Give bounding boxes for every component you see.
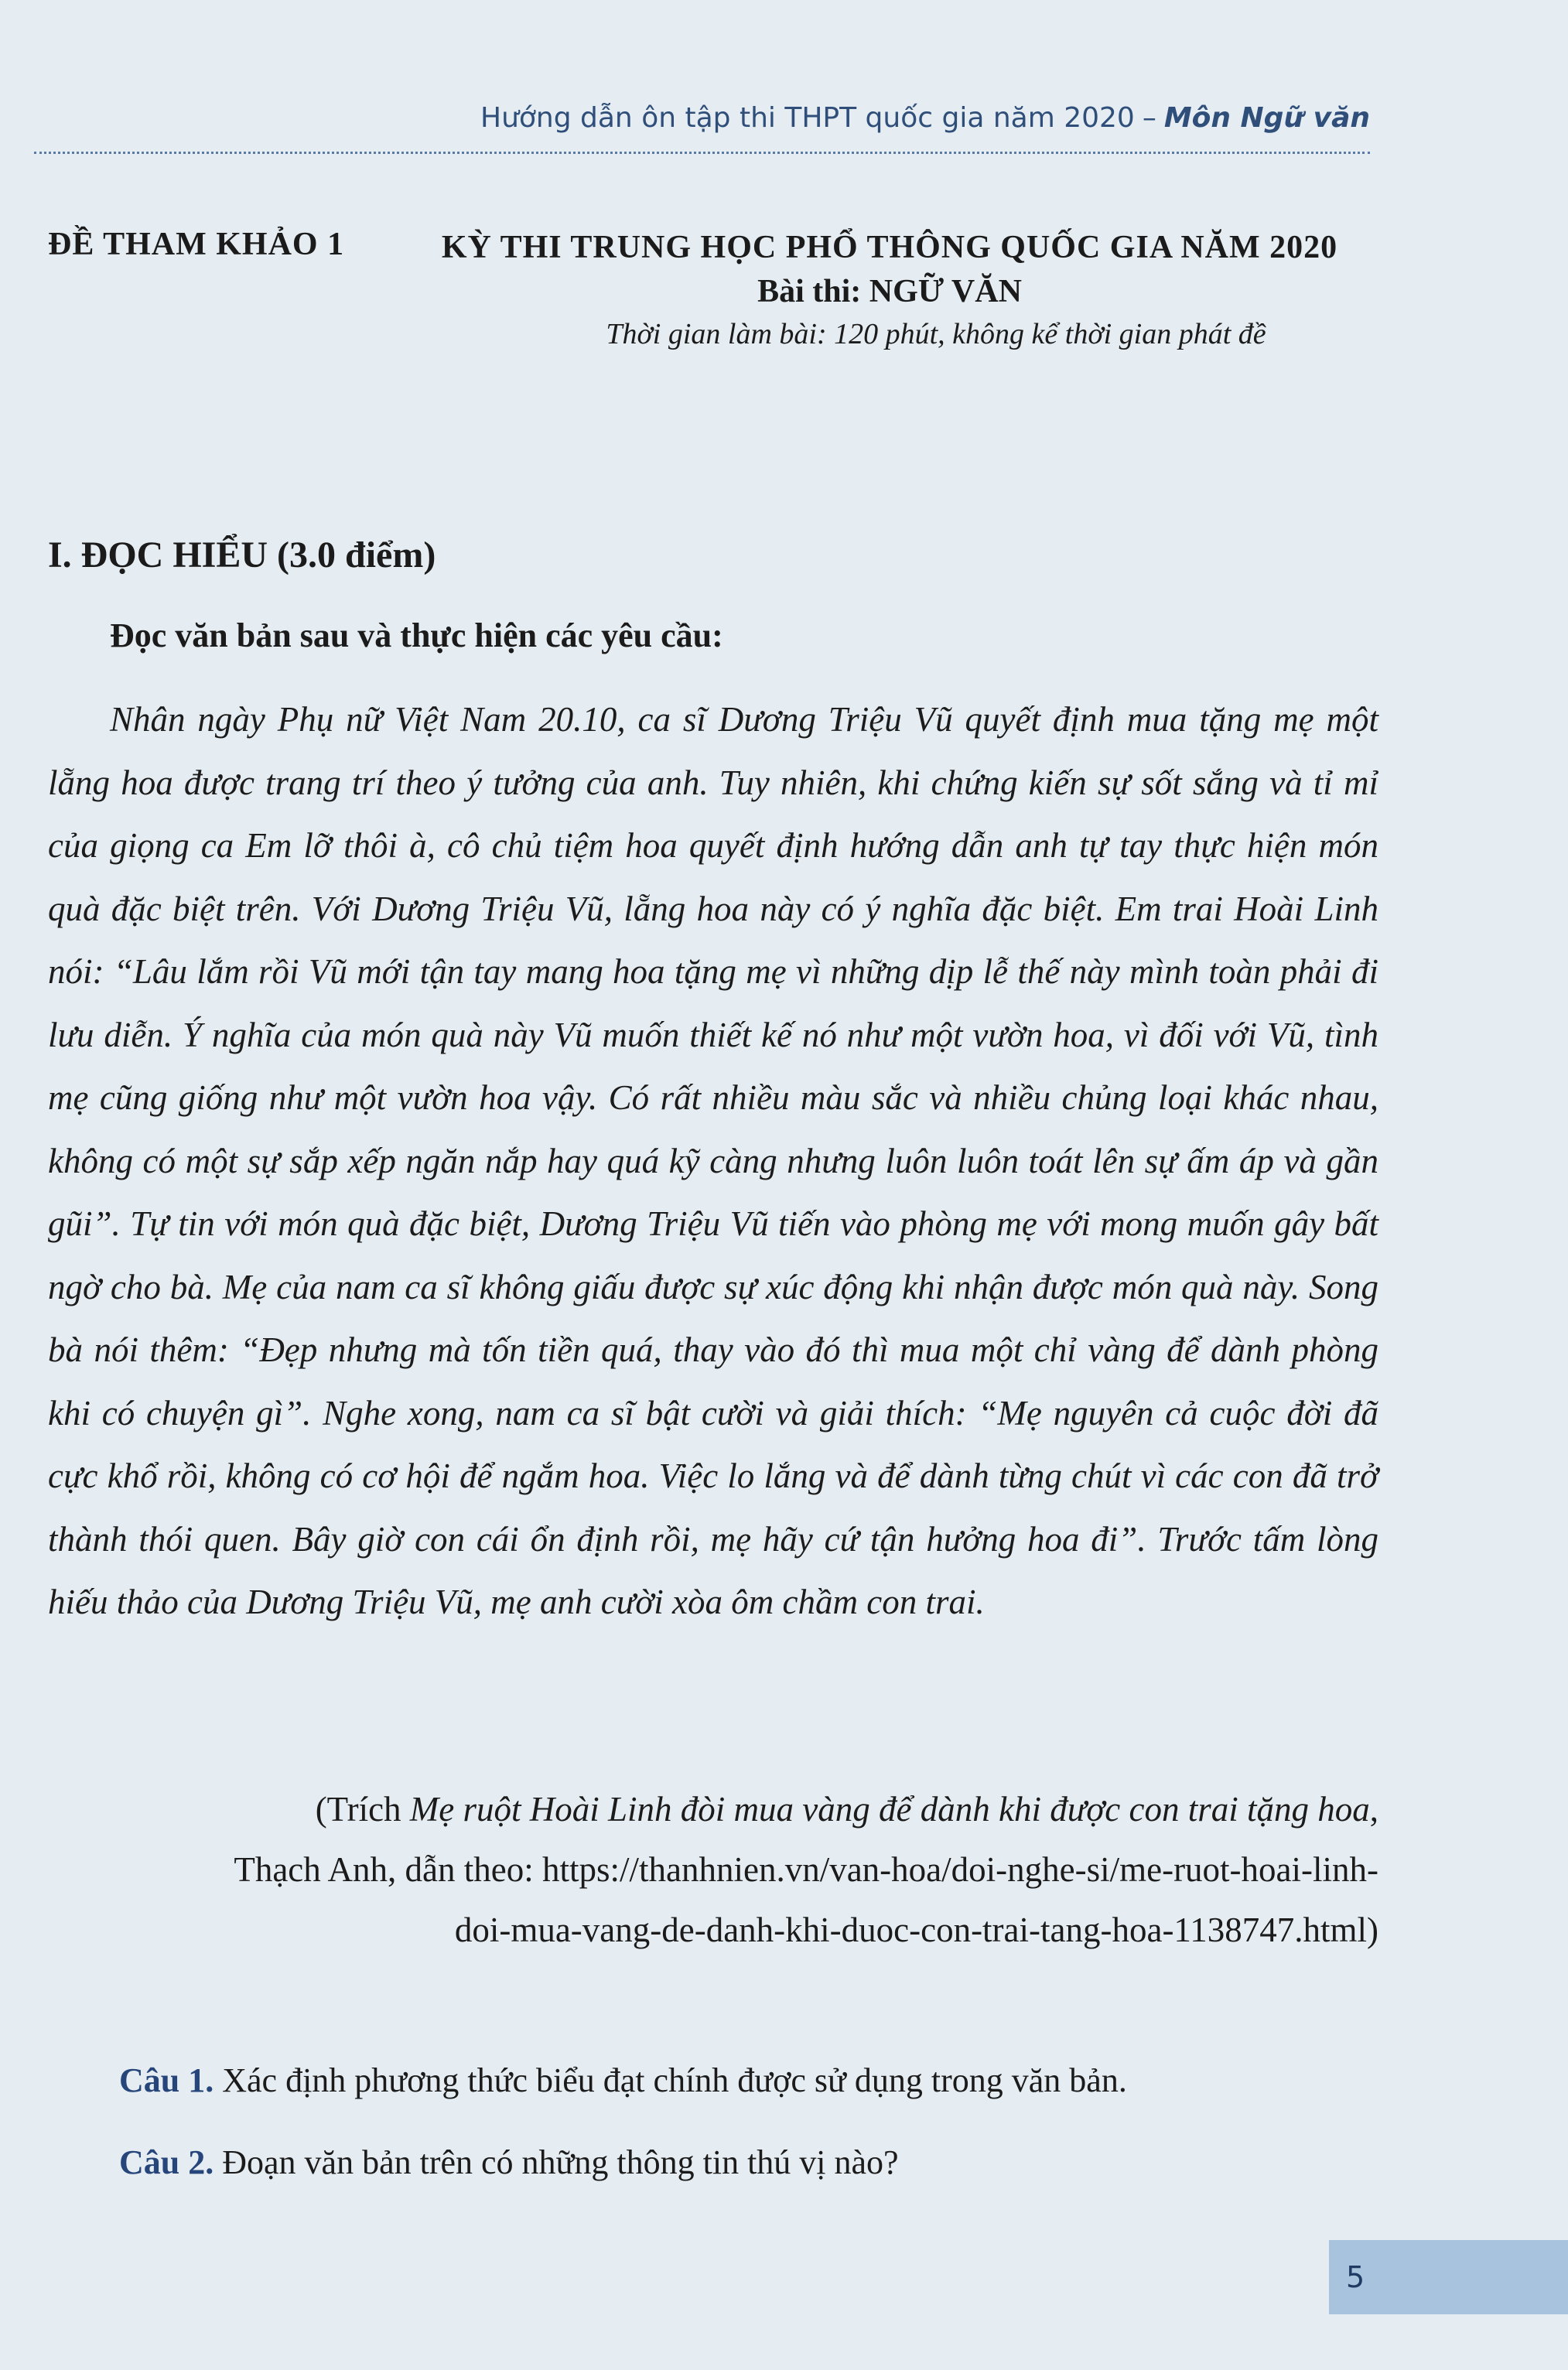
running-header — [34, 102, 1370, 134]
page-number: 5 — [1329, 2240, 1568, 2314]
question-1-text: Xác định phương thức biểu đạt chính được sử dụng trong văn bản. — [214, 2061, 1127, 2099]
question-2 — [119, 2143, 899, 2182]
question-1-label: Câu 1. — [119, 2061, 214, 2099]
running-header-subject: Môn Ngữ văn — [1163, 102, 1370, 134]
running-header-title: Hướng dẫn ôn tập thi THPT quốc gia năm 2020 — [480, 102, 1135, 134]
citation-line3: doi-mua-vang-de-danh-khi-duoc-con-trai-tang-hoa-1138747.html) — [454, 1911, 1378, 1949]
question-2-label: Câu 2. — [119, 2143, 214, 2181]
question-2-text: Đoạn văn bản trên có những thông tin thú vị nào? — [214, 2143, 899, 2181]
section-instruction: Đọc văn bản sau và thực hiện các yêu cầu: — [110, 616, 723, 654]
exam-heading — [418, 226, 1361, 354]
exam-title: KỲ THI TRUNG HỌC PHỔ THÔNG QUỐC GIA NĂM 2020 — [441, 230, 1338, 265]
header-divider — [34, 152, 1370, 154]
exam-time: Thời gian làm bài: 120 phút, không kể thời gian phát đề — [606, 318, 1266, 350]
question-1 — [119, 2061, 1127, 2100]
citation-source-title: Mẹ ruột Hoài Linh đòi mua vàng để dành khi được con trai tặng hoa — [409, 1790, 1370, 1829]
section-heading: I. ĐỌC HIỂU (3.0 điểm) — [48, 534, 436, 575]
citation-open: (Trích — [315, 1790, 410, 1829]
citation-line1-end: , — [1369, 1790, 1378, 1829]
citation-line2: Thạch Anh, dẫn theo: https://thanhnien.vn/van-hoa/doi-nghe-si/me-ruot-hoai-linh- — [234, 1850, 1378, 1889]
running-header-separator: – — [1142, 102, 1156, 134]
exam-subject: Bài thi: NGỮ VĂN — [757, 274, 1022, 309]
citation — [48, 1779, 1378, 1960]
exam-id: ĐỀ THAM KHẢO 1 — [48, 227, 345, 262]
reading-passage: Nhân ngày Phụ nữ Việt Nam 20.10, ca sĩ Dương Triệu Vũ quyết định mua tặng mẹ một lẵng hoa được trang trí theo ý tưởng của anh. Tuy nhiên, khi chứng kiến sự sốt sắng và tỉ mỉ của giọng ca Em lỡ thôi à, cô chủ tiệm hoa quyết định hướng dẫn anh tự tay thực hiện món quà đặc biệt trên. Với Dương Triệu Vũ, lẵng hoa này có ý nghĩa đặc biệt. Em trai Hoài Linh nói: “Lâu lắm rồi Vũ mới tận tay mang hoa tặng mẹ vì những dịp lễ thế này mình toàn phải đi lưu diễn. Ý nghĩa của món quà này Vũ muốn thiết kế nó như một vườn hoa, vì đối với Vũ, tình mẹ cũng giống như một vườn hoa vậy. Có rất nhiều màu sắc và nhiều chủng loại khác nhau, không có một sự sắp xếp ngăn nắp hay quá kỹ càng nhưng luôn luôn toát lên sự ấm áp và gần gũi”. Tự tin với món quà đặc biệt, Dương Triệu Vũ tiến vào phòng mẹ với mong muốn gây bất ngờ cho bà. Mẹ của nam ca sĩ không giấu được sự xúc động khi nhận được món quà này. Song bà nói thêm: “Đẹp nhưng mà tốn tiền quá, thay vào đó thì mua một chỉ vàng để dành phòng khi có chuyện gì”. Nghe xong, nam ca sĩ bật cười và giải thích: “Mẹ nguyên cả cuộc đời đã cực khổ rồi, không có cơ hội để ngắm hoa. Việc lo lắng và để dành từng chút vì các con đã trở thành thói quen. Bây giờ con cái ổn định rồi, mẹ hãy cứ tận hưởng hoa đi”. Trước tấm lòng hiếu thảo của Dương Triệu Vũ, mẹ anh cười xòa ôm chầm con trai. — [48, 700, 1378, 1621]
